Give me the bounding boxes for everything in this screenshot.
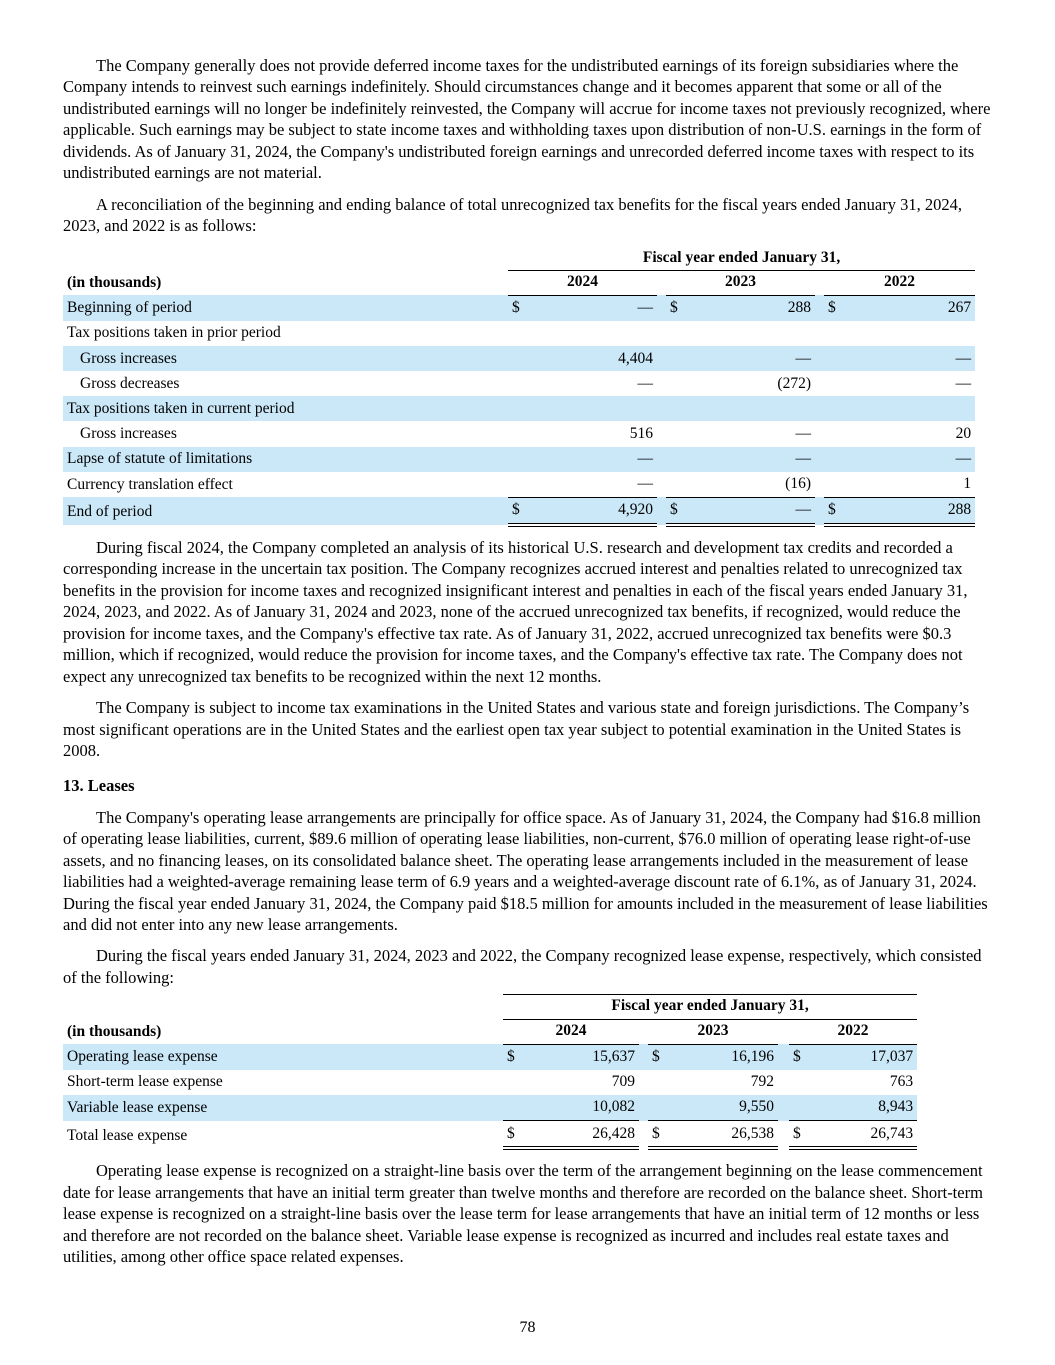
section-label: Tax positions taken in prior period (67, 324, 281, 342)
currency-symbol: $ (508, 295, 530, 321)
table-section-row (63, 321, 975, 346)
currency-symbol: $ (648, 1121, 670, 1149)
cell-value: 709 (611, 1073, 635, 1091)
paragraph-lease-recognition: Operating lease expense is recognized on a straight-line basis over the term of the arrangement beginning on the lease commencement date for lease arrangements that have an initial term greater than twelve months and therefore are recorded on the balance sheet. Short-term lease expense is recognized on a straight-line basis over the lease term for lease arrangements that have an initial term of 12 months or less and therefore are not recorded on the balance sheet. Variable lease expense is recognized as incurred and includes real estate taxes and utilities, among other office space related expenses. (63, 1161, 983, 1266)
row-label: Short-term lease expense (67, 1073, 223, 1091)
cell-value: 10,082 (525, 1095, 639, 1121)
table-total-row (63, 497, 975, 525)
cell-value: — (688, 346, 815, 371)
cell-value: 288 (688, 295, 815, 321)
cell-value: 26,743 (811, 1121, 917, 1149)
year-column-2024: 2024 (503, 1019, 639, 1044)
year-column-2022: 2022 (824, 270, 975, 295)
year-column-2022: 2022 (789, 1019, 917, 1044)
currency-symbol: $ (503, 1121, 525, 1149)
row-label: Variable lease expense (63, 1095, 503, 1121)
cell-value: 26,538 (670, 1121, 778, 1149)
currency-symbol: $ (666, 497, 688, 525)
cell-value: 9,550 (670, 1095, 778, 1121)
cell-value: — (530, 447, 657, 472)
table-caption: Fiscal year ended January 31, (503, 995, 917, 1019)
cell-value: 17,037 (811, 1044, 917, 1070)
cell-value: — (688, 447, 815, 472)
cell-value: 792 (750, 1073, 774, 1091)
cell-value: 4,404 (530, 346, 657, 371)
row-label: Gross increases (80, 424, 177, 442)
table-row (63, 421, 975, 446)
row-label: Beginning of period (63, 295, 508, 321)
leases-section-heading: 13. Leases (63, 776, 135, 796)
cell-value: 1 (846, 472, 975, 498)
cell-value: (16) (688, 472, 815, 498)
row-label: Gross increases (63, 346, 508, 371)
cell-value: — (846, 346, 975, 371)
unrecognized-tax-benefits-table (63, 247, 975, 528)
table-caption: Fiscal year ended January 31, (508, 247, 975, 271)
cell-value: 763 (889, 1073, 914, 1091)
currency-symbol: $ (508, 497, 530, 525)
table-years-row (63, 1019, 917, 1044)
cell-value: 16,196 (670, 1044, 778, 1070)
cell-value: 15,637 (525, 1044, 639, 1070)
cell-value: 288 (846, 497, 975, 525)
table-row (63, 1044, 917, 1070)
table-total-row (63, 1121, 917, 1149)
cell-value: 4,920 (530, 497, 657, 525)
currency-symbol: $ (648, 1044, 670, 1070)
in-thousands-label: (in thousands) (67, 1022, 162, 1040)
paragraph-rd-credits: During fiscal 2024, the Company completed an analysis of its historical U.S. research and development tax credits and recorded a corresponding increase in the uncertain tax position. The Company recognizes accrued interest and penalties related to unrecognized tax benefits in the provision for income taxes and recognized insignificant interest and penalties in each of the fiscal years ended January 31, 2024, 2023, and 2022. As of January 31, 2024 and 2023, none of the accrued unrecognized tax benefits, if recognized, would reduce the provision for income taxes, and the Company's effective tax rate. As of January 31, 2022, accrued unrecognized tax benefits were $0.3 million, which if recognized, would reduce the provision for income taxes, and the Company's effective tax rate. The Company does not expect any unrecognized tax benefits to be recognized within the next 12 months. (63, 538, 968, 686)
cell-value: (272) (777, 374, 811, 392)
table-row (63, 447, 975, 472)
cell-value: — (795, 424, 811, 442)
year-column-2023: 2023 (648, 1019, 778, 1044)
table-row (63, 472, 975, 498)
paragraph-reconciliation-intro: A reconciliation of the beginning and ending balance of total unrecognized tax benefits for the fiscal years ended January 31, 2024, 2023, and 2022 is as follows: (63, 194, 962, 236)
table-caption-row (63, 247, 975, 271)
table-row (63, 295, 975, 321)
cell-value: — (637, 374, 653, 392)
lease-expense-table (63, 994, 917, 1150)
row-label: Operating lease expense (63, 1044, 503, 1070)
paragraph-operating-leases: The Company's operating lease arrangements are principally for office space. As of January 31, 2024, the Company had $16.8 million of operating lease liabilities, current, $89.6 million of operating lease liabilities, non-current, $76.0 million of operating lease right-of-use assets, and no financing leases, on its consolidated balance sheet. The operating lease arrangements included in the measurement of lease liabilities had a weighted-average remaining lease term of 6.9 years and a weighted-average discount rate of 6.1%, as of January 31, 2024. During the fiscal year ended January 31, 2024, the Company paid $18.5 million for amounts included in the measurement of lease liabilities and did not enter into any new lease arrangements. (63, 807, 988, 935)
table-years-row (63, 270, 975, 295)
row-label: Lapse of statute of limitations (63, 447, 508, 472)
cell-value: — (530, 472, 657, 498)
cell-value: — (688, 497, 815, 525)
paragraph-deferred-taxes: The Company generally does not provide deferred income taxes for the undistributed earnings of its foreign subsidiaries where the Company intends to reinvest such earnings indefinitely. Should circumstances change and it becomes apparent that some or all of the undistributed earnings will no longer be indefinitely reinvested, the Company will accrue for income taxes not previously recognized, where applicable. Such earnings may be subject to state income taxes and withholding taxes upon distribution of non-U.S. earnings in the form of dividends. As of January 31, 2024, the Company's undistributed foreign earnings and unrecorded deferred income taxes with respect to its undistributed earnings are not material. (63, 56, 991, 183)
cell-value: 516 (629, 424, 653, 442)
currency-symbol: $ (503, 1044, 525, 1070)
row-label: Gross decreases (80, 374, 180, 392)
table-row (63, 371, 975, 396)
cell-value: 26,428 (525, 1121, 639, 1149)
row-label: Currency translation effect (67, 475, 233, 493)
table-row (63, 1095, 917, 1121)
section-label: Tax positions taken in current period (63, 396, 975, 421)
table-caption-row (63, 995, 917, 1019)
currency-symbol: $ (789, 1121, 811, 1149)
year-column-2023: 2023 (666, 270, 815, 295)
currency-symbol: $ (824, 497, 846, 525)
table-row (63, 1070, 917, 1095)
table-section-row (63, 396, 975, 421)
row-label: Total lease expense (67, 1126, 188, 1144)
page-number: 78 (519, 1319, 536, 1337)
cell-value: — (530, 295, 657, 321)
cell-value: 267 (846, 295, 975, 321)
cell-value: — (955, 374, 972, 392)
cell-value: 8,943 (811, 1095, 917, 1121)
cell-value: 20 (955, 424, 972, 442)
currency-symbol: $ (666, 295, 688, 321)
year-column-2024: 2024 (508, 270, 657, 295)
cell-value: — (846, 447, 975, 472)
currency-symbol: $ (789, 1044, 811, 1070)
paragraph-tax-examinations: The Company is subject to income tax examinations in the United States and various state and foreign jurisdictions. The Company’s most significant operations are in the United States and the earliest open tax year subject to potential examination in the United States is 2008. (63, 698, 970, 760)
in-thousands-label: (in thousands) (67, 273, 162, 291)
paragraph-lease-expense-intro: During the fiscal years ended January 31, 2024, 2023 and 2022, the Company recognized lease expense, respectively, which consisted of the following: (63, 946, 982, 987)
row-label: End of period (63, 497, 508, 525)
table-row (63, 346, 975, 371)
currency-symbol: $ (824, 295, 846, 321)
